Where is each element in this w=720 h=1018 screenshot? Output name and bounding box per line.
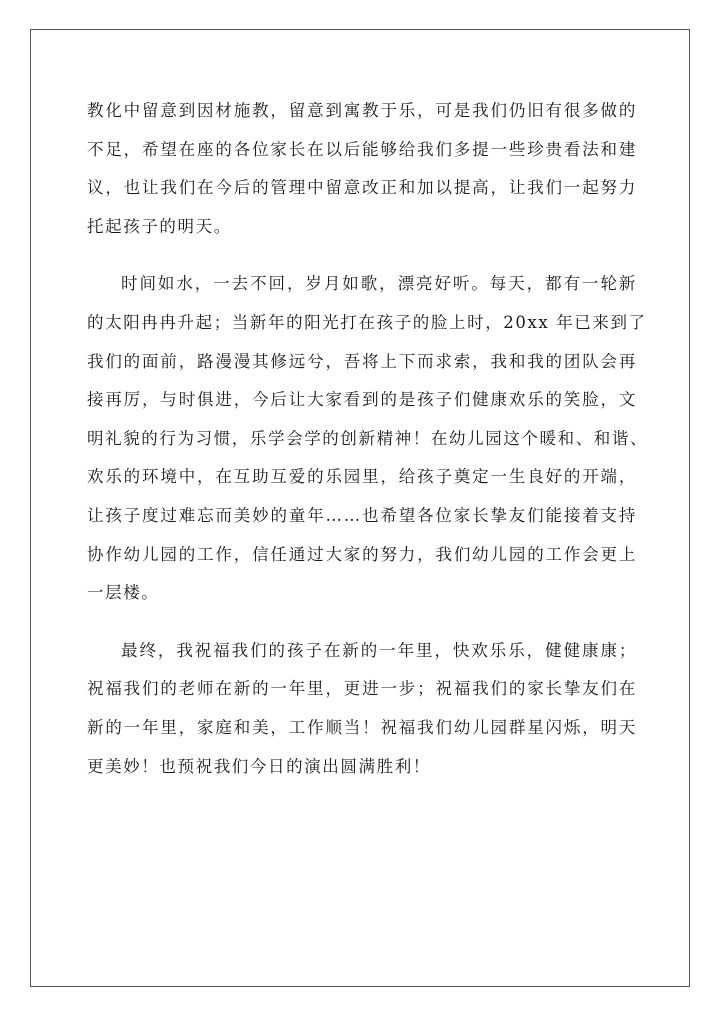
text-line: 欢乐的环境中，在互助互爱的乐园里，给孩子奠定一生良好的开端，: [87, 467, 637, 487]
text-line: 不足，希望在座的各位家长在以后能够给我们多提一些珍贵看法和建: [87, 139, 637, 159]
document-body: [87, 92, 649, 786]
text-line: 议，也让我们在今后的管理中留意改正和加以提高，让我们一起努力: [87, 178, 637, 198]
paragraph-1: [87, 92, 637, 246]
text-line: 教化中留意到因材施教，留意到寓教于乐，可是我们仍旧有很多做的: [87, 101, 637, 120]
text-line: 更美妙！也预祝我们今日的演出圆满胜利！: [87, 756, 431, 776]
paragraph-spacer: [87, 246, 637, 265]
paragraph-spacer: [87, 613, 637, 632]
text-line: 祝福我们的老师在新的一年里，更进一步；祝福我们的家长挚友们在: [87, 679, 637, 699]
text-line: 明礼貌的行为习惯，乐学会学的创新精神！在幼儿园这个暖和、和谐、: [87, 428, 649, 448]
text-line: 接再厉，与时俱进，今后让大家看到的是孩子们健康欢乐的笑脸，文: [87, 390, 637, 410]
text-line: 一层楼。: [87, 583, 160, 603]
paragraph-2: [87, 265, 649, 612]
text-line: 的太阳冉冉升起；当新年的阳光打在孩子的脸上时，20xx 年已来到了: [87, 312, 647, 332]
text-line: 时间如水，一去不回，岁月如歌，漂亮好听。每天，都有一轮新: [121, 274, 637, 294]
text-line: 我们的面前，路漫漫其修远兮，吾将上下而求索，我和我的团队会再: [87, 351, 637, 371]
text-line: 新的一年里，家庭和美，工作顺当！祝福我们幼儿园群星闪烁，明天: [87, 717, 637, 737]
paragraph-3: [87, 632, 637, 786]
text-line: 最终，我祝福我们的孩子在新的一年里，快欢乐乐，健健康康；: [121, 640, 637, 660]
text-line: 协作幼儿园的工作，信任通过大家的努力，我们幼儿园的工作会更上: [87, 544, 637, 564]
text-line: 让孩子度过难忘而美妙的童年……也希望各位家长挚友们能接着支持: [87, 505, 637, 525]
text-line: 托起孩子的明天。: [87, 216, 232, 236]
